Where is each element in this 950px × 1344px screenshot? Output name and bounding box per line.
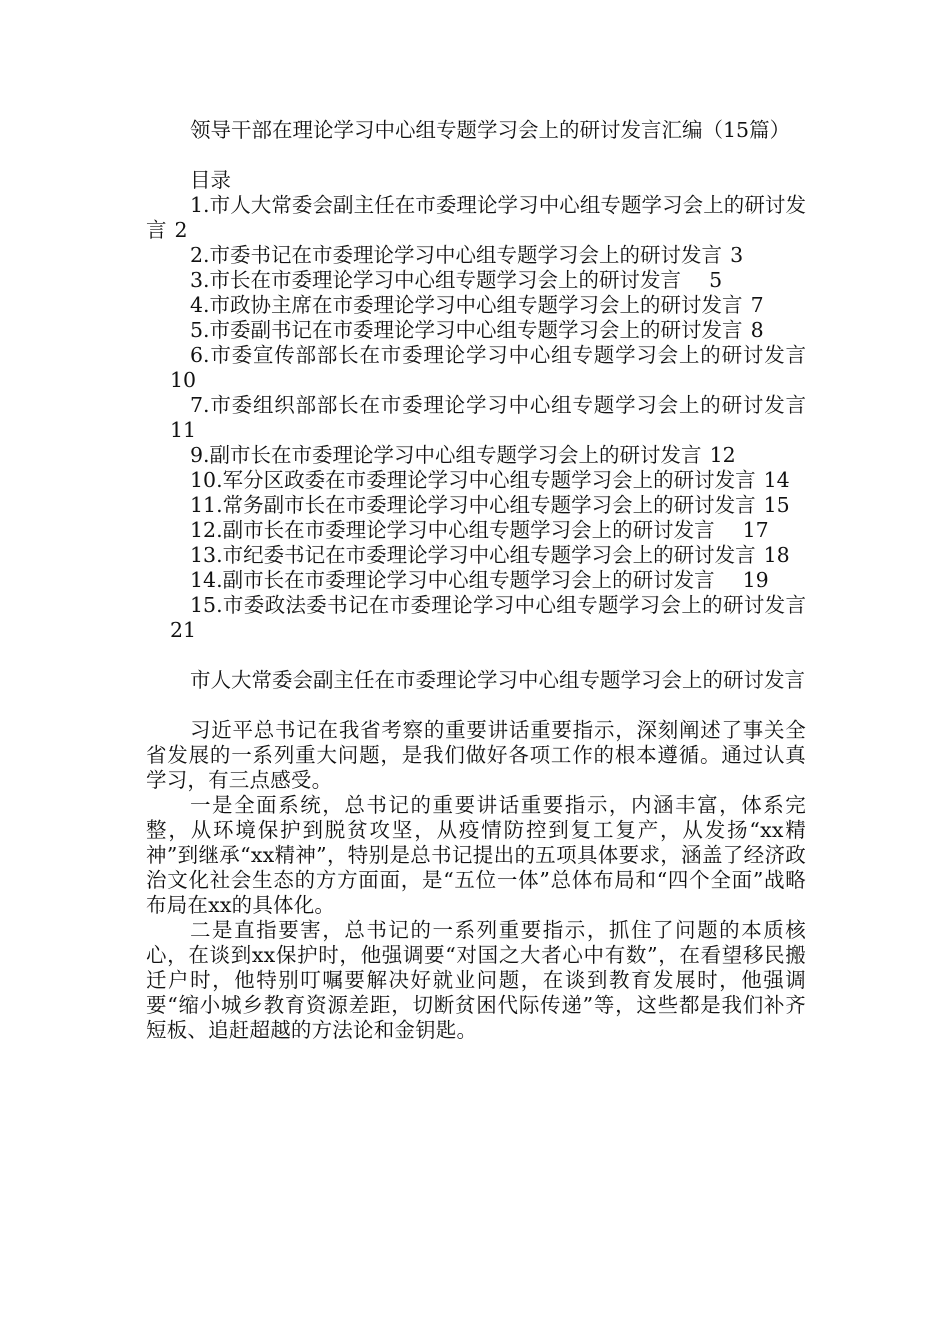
toc-item [146, 543, 806, 568]
toc-item [146, 518, 806, 543]
toc-heading: 目录 [190, 168, 231, 192]
toc-item-label: 1.市人大常委会副主任在市委理论学习中心组专题学习会上的研讨发言 [146, 193, 806, 242]
toc-item-label: 6.市委宣传部部长在市委理论学习中心组专题学习会上的研讨发言 [190, 343, 806, 367]
toc-item-page: 17 [742, 518, 769, 542]
toc-item-label: 15.市委政法委书记在市委理论学习中心组专题学习会上的研讨发言 [190, 593, 806, 617]
toc-item-label: 7.市委组织部部长在市委理论学习中心组专题学习会上的研讨发言 [190, 393, 806, 417]
document-page [146, 118, 806, 1043]
toc-item-page: 5 [709, 268, 723, 292]
body-paragraph: 一是全面系统，总书记的重要讲话重要指示，内涵丰富，体系完整，从环境保护到脱贫攻坚，从疫情防控到复工复产，从发扬“xx精神”到继承“xx精神”，特别是总书记提出的五项具体要求，涵盖了经济政治文化社会生态的方方面面，是“五位一体”总体布局和“四个全面”战略布局在xx的具体化。 [146, 793, 806, 917]
toc-item-page: 19 [742, 568, 769, 592]
toc-item [146, 468, 806, 493]
toc-item-label: 12.副市长在市委理论学习中心组专题学习会上的研讨发言 [190, 518, 715, 542]
toc-item-page: 10 [170, 368, 197, 392]
toc-item-page: 18 [763, 543, 790, 567]
toc-item-page: 15 [763, 493, 790, 517]
toc-item-page: 3 [730, 243, 744, 267]
body-paragraph: 习近平总书记在我省考察的重要讲话重要指示，深刻阐述了事关全省发展的一系列重大问题，是我们做好各项工作的根本遵循。通过认真学习，有三点感受。 [146, 718, 806, 792]
toc-item-label: 13.市纪委书记在市委理论学习中心组专题学习会上的研讨发言 [190, 543, 756, 567]
toc-item-page: 14 [763, 468, 790, 492]
toc-item [146, 568, 806, 593]
document-title: 领导干部在理论学习中心组专题学习会上的研讨发言汇编（15篇） [190, 118, 791, 142]
toc-item [146, 493, 806, 518]
toc-item-label: 9.副市长在市委理论学习中心组专题学习会上的研讨发言 [190, 443, 702, 467]
toc-item-label: 4.市政协主席在市委理论学习中心组专题学习会上的研讨发言 [190, 293, 743, 317]
toc-item-label: 14.副市长在市委理论学习中心组专题学习会上的研讨发言 [190, 568, 715, 592]
toc-item-label: 5.市委副书记在市委理论学习中心组专题学习会上的研讨发言 [190, 318, 743, 342]
table-of-contents [146, 193, 806, 643]
toc-item [146, 293, 806, 318]
toc-item-label: 10.军分区政委在市委理论学习中心组专题学习会上的研讨发言 [190, 468, 756, 492]
toc-item-label: 2.市委书记在市委理论学习中心组专题学习会上的研讨发言 [190, 243, 723, 267]
toc-item [146, 268, 806, 293]
toc-item [146, 343, 806, 393]
toc-item-label: 11.常务副市长在市委理论学习中心组专题学习会上的研讨发言 [190, 493, 756, 517]
toc-item-page: 12 [709, 443, 736, 467]
toc-item [146, 593, 806, 643]
toc-item [146, 318, 806, 343]
toc-item [146, 443, 806, 468]
toc-item [146, 193, 806, 243]
body-paragraph: 二是直指要害，总书记的一系列重要指示，抓住了问题的本质核心，在谈到xx保护时，他强调要“对国之大者心中有数”，在看望移民搬迁户时，他特别叮嘱要解决好就业问题，在谈到教育发展时，他强调要“缩小城乡教育资源差距，切断贫困代际传递”等，这些都是我们补齐短板、追赶超越的方法论和金钥匙。 [146, 918, 806, 1042]
toc-item-page: 21 [170, 618, 197, 642]
toc-item-label: 3.市长在市委理论学习中心组专题学习会上的研讨发言 [190, 268, 682, 292]
section-title: 市人大常委会副主任在市委理论学习中心组专题学习会上的研讨发言 [190, 668, 805, 692]
toc-item [146, 393, 806, 443]
toc-item-page: 7 [750, 293, 764, 317]
toc-item-page: 2 [174, 218, 188, 242]
toc-item-page: 11 [170, 418, 197, 442]
toc-item [146, 243, 806, 268]
toc-item-page: 8 [750, 318, 764, 342]
